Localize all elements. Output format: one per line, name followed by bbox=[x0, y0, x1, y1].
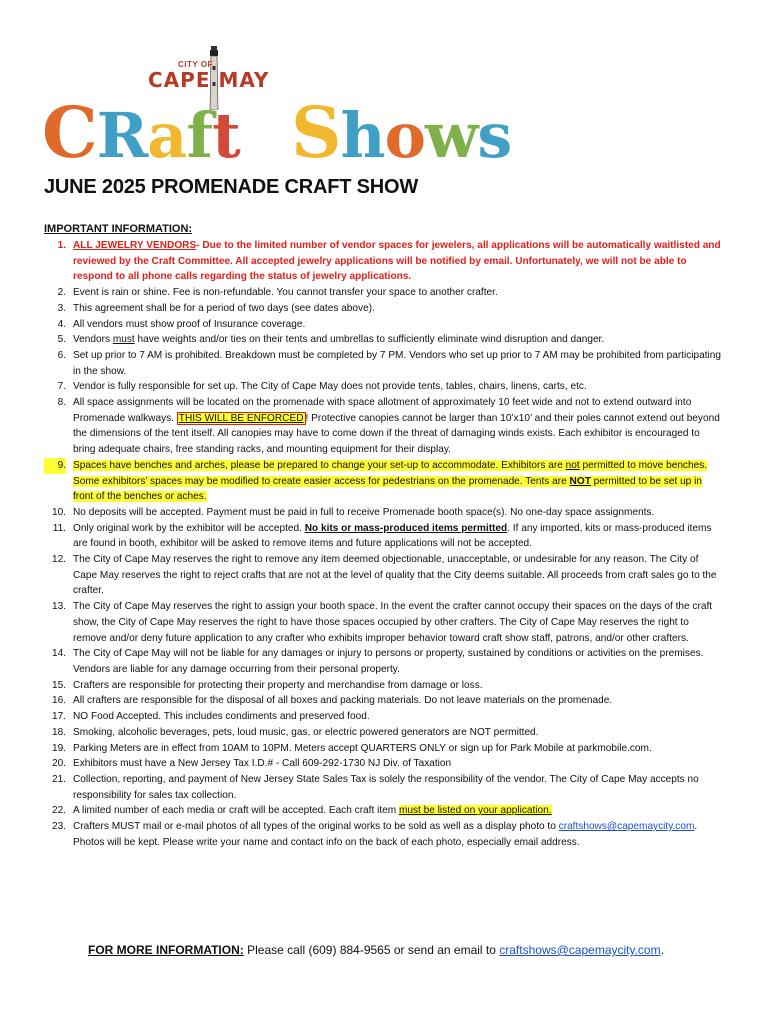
list-item bbox=[44, 505, 724, 521]
footer-text: Please call (609) 884-9565 or send an email to bbox=[243, 943, 500, 957]
item-text: NO Food Accepted. This includes condiments and preserved food. bbox=[73, 711, 370, 723]
list-item bbox=[44, 599, 724, 646]
item-text: No deposits will be accepted. Payment must be paid in full to receive Promenade booth space(s). No one-day space assignments. bbox=[73, 506, 655, 518]
list-item bbox=[44, 379, 724, 395]
item-text: Smoking, alcoholic beverages, pets, loud music, gas, or electric powered generators are NOT permitted. bbox=[73, 726, 539, 738]
item-text: Collection, reporting, and payment of New Jersey State Sales Tax is solely the responsibility of the vendor. The City of Cape May accepts no responsibility for sales tax collection. bbox=[73, 773, 699, 801]
item-text: Event is rain or shine. Fee is non-refundable. You cannot transfer your space to another crafter. bbox=[73, 287, 498, 299]
footer-contact bbox=[88, 943, 664, 957]
item-text: All space assignments will be located on the promenade with space allotment of approximately 10 feet wide and not to extend outward into Promenade walkways. bbox=[73, 397, 692, 424]
list-item bbox=[44, 348, 724, 379]
logo-letter: C bbox=[42, 91, 97, 174]
logo-letter: w bbox=[424, 99, 478, 172]
item-number: 5. bbox=[57, 334, 66, 346]
item-text: All crafters are responsible for the disposal of all boxes and packing materials. Do not leave materials on the promenade. bbox=[73, 695, 613, 707]
list-item bbox=[44, 741, 724, 757]
logo-city-of: CITY OF bbox=[178, 60, 213, 69]
item-number: 13. bbox=[51, 601, 66, 613]
list-item bbox=[44, 395, 724, 458]
item-text: NOT bbox=[569, 475, 591, 487]
list-item bbox=[44, 772, 724, 803]
item-number: 11. bbox=[52, 522, 66, 534]
item-number: 23. bbox=[51, 821, 66, 833]
item-text: Only original work by the exhibitor will be accepted. bbox=[73, 522, 305, 534]
item-text: Vendor is fully responsible for set up. The City of Cape May does not provide tents, tables, chairs, linens, carts, etc. bbox=[73, 381, 587, 393]
item-text: not bbox=[565, 459, 580, 471]
logo-letter: a bbox=[147, 99, 187, 172]
logo-letter: s bbox=[477, 99, 512, 172]
list-item bbox=[44, 238, 724, 285]
footer-email-link[interactable]: craftshows@capemaycity.com bbox=[499, 943, 661, 957]
list-item bbox=[44, 458, 724, 505]
item-text: Vendors bbox=[73, 334, 113, 346]
item-text: ! Protective canopies cannot be larger than 10’x10’ and their poles cannot extend out beyond the dimensions of the tent itself. All canopies may have to come down if the threat of damaging winds exists. Each exhibitor is encouraged to bring adequate chairs, free standing racks, and mounting equipment for their display. bbox=[73, 412, 720, 456]
section-heading: IMPORTANT INFORMATION: bbox=[44, 223, 193, 235]
item-text: . Photos will be kept. Please write your name and contact info on the back of each photo, especially email address. bbox=[73, 821, 698, 848]
item-number: 18. bbox=[51, 726, 66, 738]
item-text: permitted to move benches. Some exhibitors’ spaces may be modified to create easier access for pedestrians on the promenade. Tents are bbox=[73, 459, 708, 487]
page-title: JUNE 2025 PROMENADE CRAFT SHOW bbox=[44, 176, 419, 198]
item-text: Exhibitors must have a New Jersey Tax I.D.# - Call 609-292-1730 NJ Div. of Taxation bbox=[73, 758, 452, 770]
list-item bbox=[44, 301, 724, 317]
logo-craft-shows bbox=[42, 91, 512, 174]
list-item bbox=[44, 552, 724, 599]
item-number: 17. bbox=[51, 711, 66, 723]
item-number: 1. bbox=[57, 240, 66, 251]
item-text: Spaces have benches and arches, please be prepared to change your set-up to accommodate. Exhibitors are bbox=[73, 459, 566, 471]
list-item bbox=[44, 709, 724, 725]
item-number: 21. bbox=[51, 773, 66, 785]
item-text: must bbox=[112, 334, 135, 346]
logo-cape-may: CAPE MAY bbox=[148, 68, 270, 92]
list-item bbox=[44, 332, 724, 348]
item-text: The City of Cape May reserves the right to assign your booth space. In the event the crafter cannot occupy their spaces on the days of the craft show, the City of Cape May reserves the right to have those spaces occupied by other crafters. The City of Cape May reserves the right to remove and/or deny future application to any crafter who exhibits improper behavior toward craft show staff, patrons, and/or other crafters. bbox=[73, 601, 713, 644]
item-text: Crafters MUST mail or e-mail photos of all types of the original works to be sold as well as a display photo to bbox=[73, 821, 559, 833]
item-text: Crafters are responsible for protecting their property and merchandise from damage or loss. bbox=[73, 679, 483, 691]
item-number: 20. bbox=[51, 758, 66, 770]
item-text: No kits or mass-produced items permitted bbox=[304, 522, 508, 534]
list-item bbox=[44, 678, 724, 694]
rules-list bbox=[44, 238, 724, 850]
item-number: 4. bbox=[57, 318, 66, 330]
item-text: . If any imported, kits or mass-produced items are found in booth, exhibitor will be asked to remove items and future applications will not be accepted. bbox=[73, 522, 712, 550]
list-item bbox=[44, 521, 724, 552]
list-item bbox=[44, 285, 724, 301]
craftshows-email-link[interactable]: craftshows@capemaycity.com bbox=[558, 821, 695, 833]
item-number: 14. bbox=[51, 648, 66, 660]
item-text: Parking Meters are in effect from 10AM to 10PM. Meters accept QUARTERS ONLY or sign up for Park Mobile at parkmobile.com. bbox=[73, 742, 652, 754]
item-text: have weights and/or ties on their tents and umbrellas to sufficiently eliminate wind disruption and danger. bbox=[134, 334, 605, 346]
item-number: 3. bbox=[57, 302, 66, 314]
item-number: 19. bbox=[51, 742, 66, 754]
item-number: 22. bbox=[51, 805, 66, 817]
item-text: The City of Cape May reserves the right to remove any item deemed objectionable, unacceptable, or undesirable for any reason. The City of Cape May reserves the right to reject crafts that are not at the level of quality that the City deems suitable. All proceeds from craft sales go to the crafter. bbox=[73, 554, 717, 597]
logo-letter: R bbox=[96, 99, 148, 172]
item-number: 10. bbox=[51, 506, 66, 518]
item-text: ALL JEWELRY VENDORS bbox=[73, 240, 197, 251]
footer-label: FOR MORE INFORMATION: bbox=[88, 943, 244, 957]
item-number: 7. bbox=[57, 381, 66, 393]
item-number: 12. bbox=[51, 554, 66, 566]
logo-letter: h bbox=[340, 99, 385, 172]
list-item bbox=[44, 819, 724, 850]
item-number: 8. bbox=[57, 397, 66, 409]
item-text: must be listed on your application. bbox=[398, 805, 552, 817]
item-number: 16. bbox=[51, 695, 66, 707]
item-number: 6. bbox=[57, 349, 66, 361]
list-item bbox=[44, 646, 724, 677]
item-text: A limited number of each media or craft will be accepted. Each craft item bbox=[73, 805, 399, 817]
cape-may-craft-shows-logo bbox=[40, 38, 512, 174]
item-number: 15. bbox=[51, 679, 66, 691]
list-item bbox=[44, 756, 724, 772]
logo-letter: f bbox=[186, 99, 213, 172]
item-text: Set up prior to 7 AM is prohibited. Breakdown must be completed by 7 PM. Vendors who set up prior to 7 AM may be prohibited from participating in the show. bbox=[73, 349, 722, 377]
item-number: 2. bbox=[57, 287, 66, 299]
footer-end: . bbox=[660, 943, 664, 957]
item-text: - Due to the limited number of vendor spaces for jewelers, all applications will be automatically waitlisted and reviewed by the Craft Committee. All accepted jewelry applications will be notified by email. Unfortunately, we will not be able to respond to all phone calls regarding the status of jewelry applications. bbox=[73, 240, 721, 283]
list-item bbox=[44, 725, 724, 741]
item-text: All vendors must show proof of Insurance coverage. bbox=[73, 318, 306, 330]
item-number: 9. bbox=[44, 458, 66, 474]
item-text: THIS WILL BE ENFORCED bbox=[178, 412, 304, 424]
item-text: This agreement shall be for a period of two days (see dates above). bbox=[73, 302, 375, 314]
list-item bbox=[44, 803, 724, 819]
logo-letter: o bbox=[384, 99, 425, 172]
logo-letter: S bbox=[290, 91, 341, 174]
item-text: permitted to be set up in front of the benches or aches. bbox=[73, 475, 702, 503]
logo-letter: t bbox=[212, 99, 240, 172]
list-item bbox=[44, 693, 724, 709]
list-item bbox=[44, 317, 724, 333]
item-text: The City of Cape May will not be liable for any damages or injury to persons or property, sustained by conditions or activities on the premises. Vendors are liable for any damage occurring from their personal property. bbox=[73, 648, 704, 675]
